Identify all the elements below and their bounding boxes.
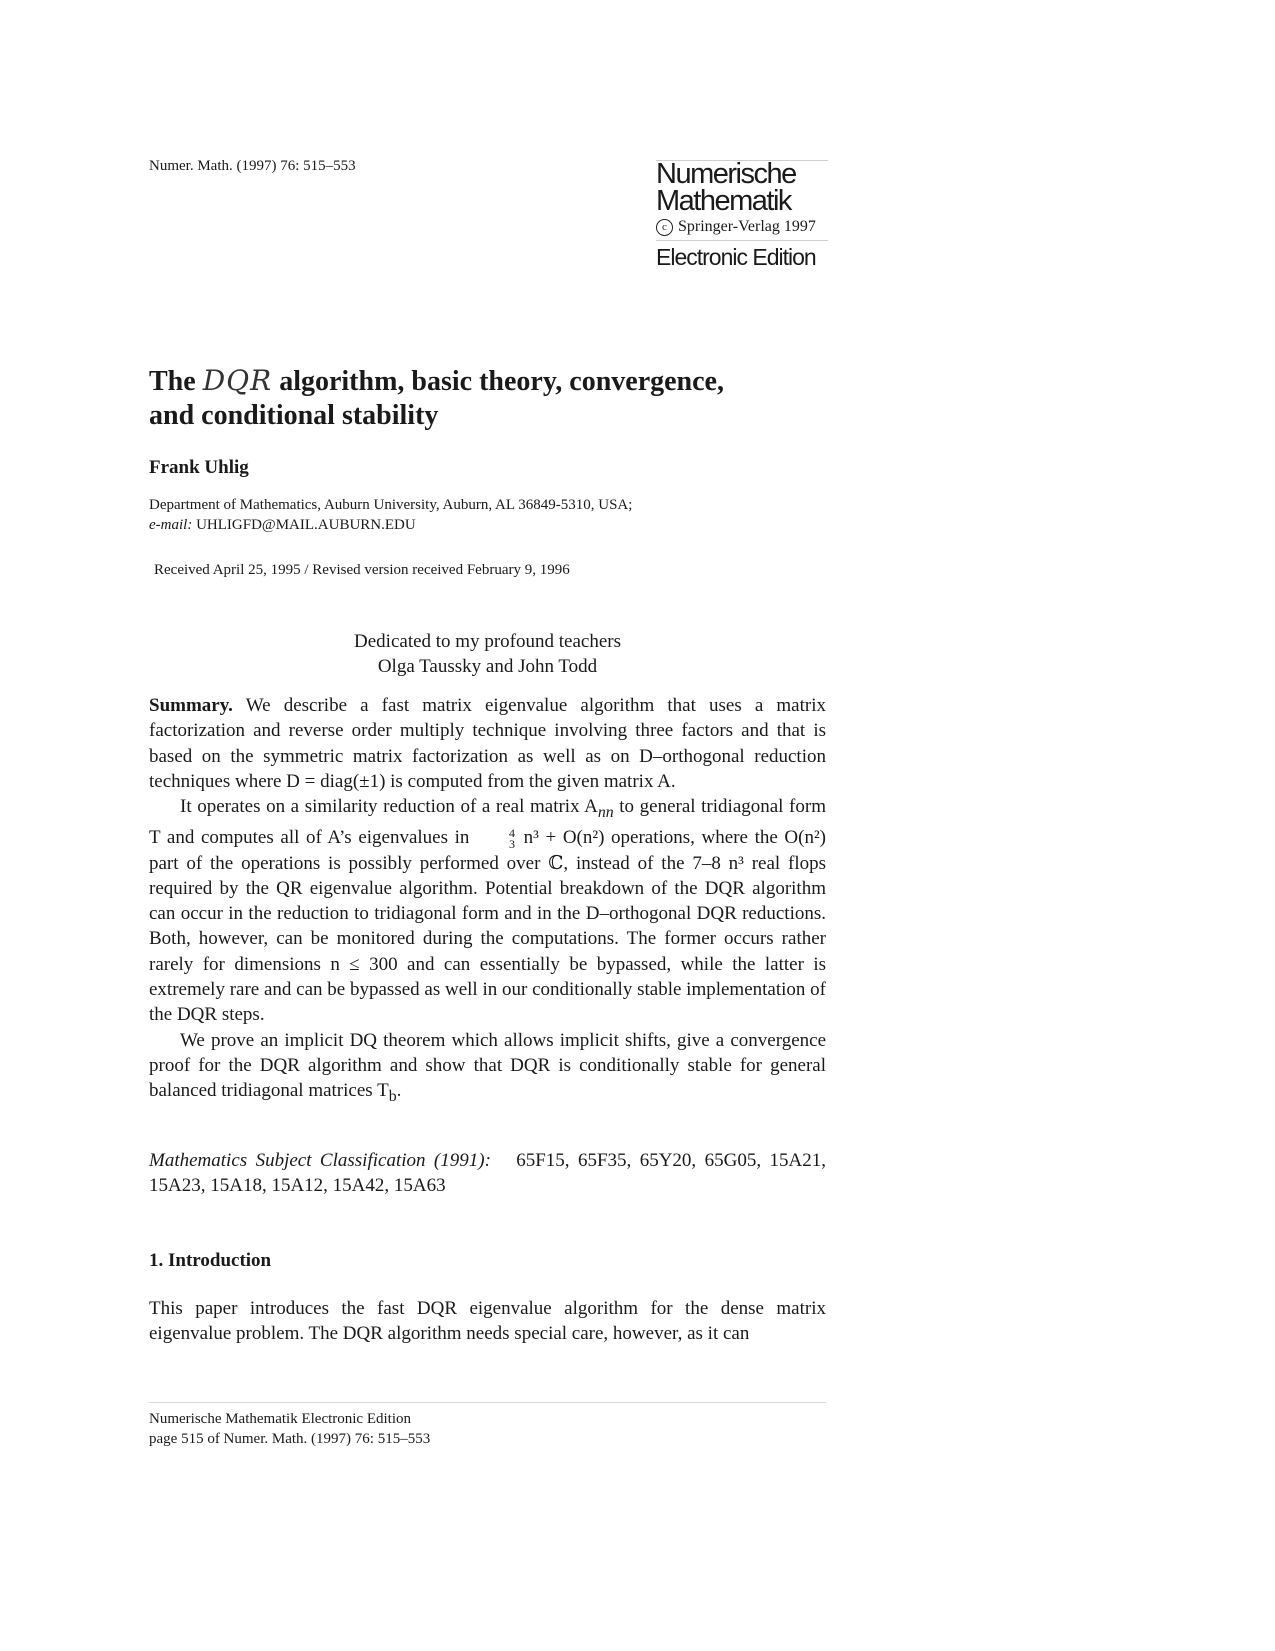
dedication-line2: Olga Taussky and John Todd: [377, 656, 598, 677]
summary-paragraph-3: [149, 1028, 826, 1110]
page-footer: [149, 1409, 430, 1449]
msc-paragraph: [149, 1148, 826, 1199]
summary-text-3a: We prove an implicit DQ theorem which allows implicit shifts, give a convergence proof for the DQR algorithm and show that DQR is conditionally stable for general balanced tridiagonal matrices T: [149, 1029, 826, 1102]
email-label: e-mail:: [149, 517, 193, 533]
msc-label: Mathematics Subject Classification (1991):: [149, 1150, 491, 1171]
journal-name-line1: Numerische: [656, 158, 796, 190]
journal-masthead: [656, 160, 828, 271]
journal-name-line2: Mathematik: [656, 185, 791, 217]
fraction-four-thirds: [478, 825, 516, 851]
summary-text-1: We describe a fast matrix eigenvalue algorithm that uses a matrix factorization and reverse order multiply technique involving three factors and that is based on the symmetric matrix factorization as well as on D–orthogonal reduction techniques where D = diag(±1) is computed from the given matrix A.: [149, 695, 826, 792]
publisher: Springer-Verlag 1997: [678, 218, 816, 235]
title-prefix: The: [149, 366, 196, 397]
paper-title: [149, 364, 849, 433]
summary-text-3b: .: [396, 1080, 402, 1102]
footer-line1: Numerische Mathematik Electronic Edition: [149, 1411, 412, 1427]
msc-classification: [149, 1148, 826, 1199]
title-dqr-script: DQR: [202, 364, 273, 397]
fraction-denominator: 3: [509, 836, 516, 851]
introduction-paragraph: This paper introduces the fast DQR eigenvalue algorithm for the dense matrix eigenvalue problem. The DQR algorithm needs special care, however, as it can: [149, 1298, 826, 1345]
copyright-line: [656, 218, 828, 236]
balanced-subscript: b: [388, 1088, 397, 1106]
summary-paragraph-1: [149, 693, 826, 794]
introduction-text: [149, 1296, 826, 1347]
affiliation-text: Department of Mathematics, Auburn University, Auburn, AL 36849-5310, USA;: [149, 497, 633, 513]
email-line: [149, 515, 632, 535]
summary-text-2c: n³ + O(n²) operations, where the O(n²) part of the operations is possibly performed over ℂ, instead of the 7–8 n³ real flops required by the QR eigenvalue algorithm. Potential breakdown of the DQR algorithm can occur in the reduction to tridiagonal form and in the D–orthogonal DQR reductions. Both, however, can be monitored during the computations. The former occurs rather rarely for dimensions n ≤ 300 and can essentially be bypassed, while the latter is extremely rare and can be bypassed as well in our conditionally stable implementation of the DQR steps.: [149, 827, 826, 1026]
footer-divider: [149, 1402, 826, 1403]
msc-codes: 65F15, 65F35, 65Y20, 65G05, 15A21, 15A23, 15A18, 15A12, 15A42, 15A63: [149, 1150, 826, 1197]
matrix-subscript: nn: [597, 803, 614, 821]
title-rest: algorithm, basic theory, convergence,: [279, 366, 724, 397]
journal-reference: Numer. Math. (1997) 76: 515–553: [149, 158, 356, 174]
author-affiliation: [149, 495, 632, 535]
author-name: Frank Uhlig: [149, 457, 249, 478]
summary-section: [149, 693, 826, 1109]
edition-label: Electronic Edition: [656, 244, 816, 270]
footer-line2: page 515 of Numer. Math. (1997) 76: 515–553: [149, 1431, 431, 1447]
dedication-line1: Dedicated to my profound teachers: [354, 631, 621, 652]
summary-text-2a: It operates on a similarity reduction of a real matrix A: [180, 796, 598, 818]
email-address: UHLIGFD@MAIL.AUBURN.EDU: [196, 517, 416, 533]
title-line2: and conditional stability: [149, 400, 439, 431]
copyright-icon: c: [656, 219, 673, 236]
summary-text-2b: to general tridiagonal form T and computes all of A’s eigenvalues in: [149, 796, 826, 849]
section-heading-introduction: 1. Introduction: [149, 1250, 272, 1271]
summary-label: Summary.: [149, 695, 233, 716]
dedication: [149, 629, 826, 679]
received-dates: Received April 25, 1995 / Revised version received February 9, 1996: [154, 562, 570, 578]
fraction-numerator: 4: [509, 825, 516, 840]
masthead-bottom-rule: [656, 240, 828, 241]
summary-paragraph-2: [149, 794, 826, 1027]
